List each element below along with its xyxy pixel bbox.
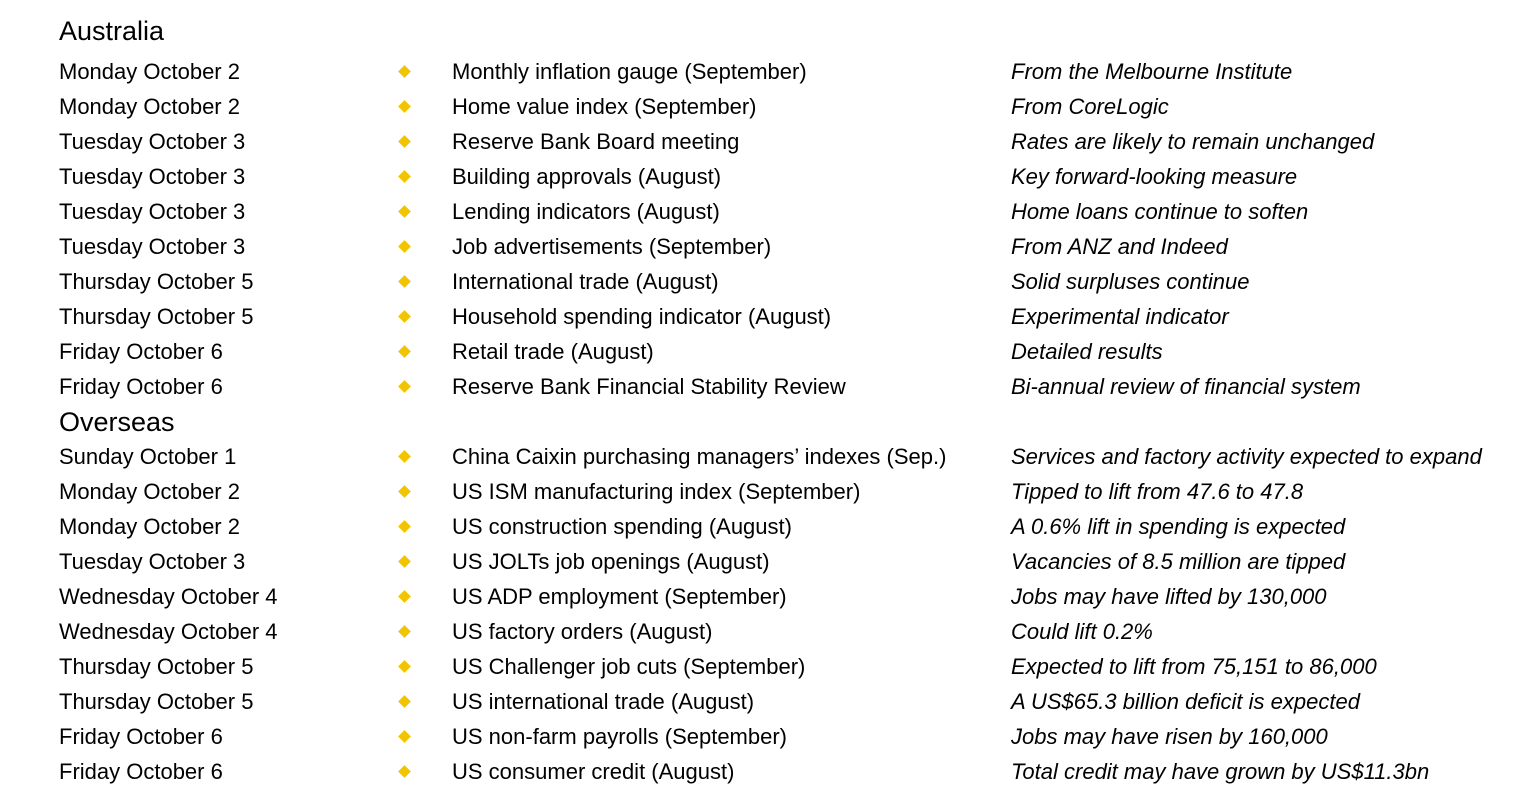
event-name: US non-farm payrolls (September) (452, 724, 788, 749)
event-name: Retail trade (August) (452, 339, 654, 364)
event-name: US ADP employment (September) (452, 584, 787, 609)
event-note: Rates are likely to remain unchanged (1011, 129, 1375, 154)
diamond-bullet-icon (398, 579, 412, 614)
event-note: From the Melbourne Institute (1011, 59, 1293, 84)
calendar-row (0, 509, 1526, 544)
calendar-row (0, 754, 1526, 789)
event-date: Tuesday October 3 (59, 129, 246, 154)
event-name: US construction spending (August) (452, 514, 792, 539)
event-note: A US$65.3 billion deficit is expected (1011, 689, 1360, 714)
event-name: Household spending indicator (August) (452, 304, 832, 329)
event-name: Monthly inflation gauge (September) (452, 59, 807, 84)
event-date: Monday October 2 (59, 94, 240, 119)
event-date: Thursday October 5 (59, 654, 254, 679)
event-date: Friday October 6 (59, 339, 223, 364)
diamond-bullet-icon (398, 124, 412, 159)
diamond-bullet-icon (398, 719, 412, 754)
event-name: Reserve Bank Financial Stability Review (452, 374, 846, 399)
event-name: US international trade (August) (452, 689, 755, 714)
calendar-row (0, 614, 1526, 649)
section-title-australia: Australia (59, 16, 165, 46)
event-name: US JOLTs job openings (August) (452, 549, 770, 574)
calendar-row (0, 334, 1526, 369)
event-date: Monday October 2 (59, 479, 240, 504)
event-note: Total credit may have grown by US$11.3bn (1011, 759, 1430, 784)
event-date: Thursday October 5 (59, 304, 254, 329)
event-date: Tuesday October 3 (59, 234, 246, 259)
event-note: Vacancies of 8.5 million are tipped (1011, 549, 1346, 574)
event-date: Wednesday October 4 (59, 584, 278, 609)
event-note: Tipped to lift from 47.6 to 47.8 (1011, 479, 1304, 504)
event-note: Jobs may have risen by 160,000 (1011, 724, 1328, 749)
event-date: Thursday October 5 (59, 689, 254, 714)
event-name: Building approvals (August) (452, 164, 722, 189)
diamond-bullet-icon (398, 299, 412, 334)
event-date: Monday October 2 (59, 514, 240, 539)
event-note: Key forward-looking measure (1011, 164, 1298, 189)
diamond-bullet-icon (398, 54, 412, 89)
event-date: Sunday October 1 (59, 444, 237, 469)
event-date: Tuesday October 3 (59, 199, 246, 224)
calendar-row (0, 159, 1526, 194)
section-title-overseas: Overseas (59, 407, 175, 437)
event-note: Expected to lift from 75,151 to 86,000 (1011, 654, 1377, 679)
event-date: Monday October 2 (59, 59, 240, 84)
event-note: Experimental indicator (1011, 304, 1229, 329)
event-name: US factory orders (August) (452, 619, 713, 644)
event-note: Could lift 0.2% (1011, 619, 1153, 644)
calendar-row (0, 439, 1526, 474)
calendar-row (0, 579, 1526, 614)
diamond-bullet-icon (398, 509, 412, 544)
diamond-bullet-icon (398, 439, 412, 474)
calendar-row (0, 719, 1526, 754)
event-name: Lending indicators (August) (452, 199, 720, 224)
diamond-bullet-icon (398, 194, 412, 229)
calendar-row (0, 684, 1526, 719)
calendar-row (0, 299, 1526, 334)
calendar-row (0, 194, 1526, 229)
diamond-bullet-icon (398, 474, 412, 509)
diamond-bullet-icon (398, 649, 412, 684)
diamond-bullet-icon (398, 614, 412, 649)
diamond-bullet-icon (398, 369, 412, 404)
event-note: Home loans continue to soften (1011, 199, 1309, 224)
diamond-bullet-icon (398, 754, 412, 789)
calendar-row (0, 544, 1526, 579)
diamond-bullet-icon (398, 159, 412, 194)
event-date: Friday October 6 (59, 759, 223, 784)
event-note: Solid surpluses continue (1011, 269, 1250, 294)
event-date: Friday October 6 (59, 724, 223, 749)
calendar-row (0, 264, 1526, 299)
event-date: Thursday October 5 (59, 269, 254, 294)
diamond-bullet-icon (398, 229, 412, 264)
calendar-row (0, 124, 1526, 159)
event-name: US ISM manufacturing index (September) (452, 479, 861, 504)
event-note: From CoreLogic (1011, 94, 1169, 119)
calendar-row (0, 649, 1526, 684)
event-name: Home value index (September) (452, 94, 757, 119)
event-name: US consumer credit (August) (452, 759, 735, 784)
diamond-bullet-icon (398, 334, 412, 369)
calendar-row (0, 369, 1526, 404)
event-name: US Challenger job cuts (September) (452, 654, 806, 679)
event-name: Job advertisements (September) (452, 234, 772, 259)
event-date: Tuesday October 3 (59, 549, 246, 574)
event-note: Services and factory activity expected to expand (1011, 444, 1482, 469)
diamond-bullet-icon (398, 544, 412, 579)
event-date: Wednesday October 4 (59, 619, 278, 644)
event-name: International trade (August) (452, 269, 719, 294)
diamond-bullet-icon (398, 264, 412, 299)
event-note: Detailed results (1011, 339, 1163, 364)
event-name: Reserve Bank Board meeting (452, 129, 740, 154)
event-note: A 0.6% lift in spending is expected (1011, 514, 1346, 539)
calendar-row (0, 54, 1526, 89)
event-name: China Caixin purchasing managers’ indexes (Sep.) (452, 444, 947, 469)
event-note: Bi-annual review of financial system (1011, 374, 1361, 399)
calendar-row (0, 89, 1526, 124)
diamond-bullet-icon (398, 684, 412, 719)
calendar-row (0, 229, 1526, 264)
event-note: Jobs may have lifted by 130,000 (1011, 584, 1327, 609)
diamond-bullet-icon (398, 89, 412, 124)
event-note: From ANZ and Indeed (1011, 234, 1228, 259)
calendar-row (0, 474, 1526, 509)
event-date: Tuesday October 3 (59, 164, 246, 189)
event-date: Friday October 6 (59, 374, 223, 399)
